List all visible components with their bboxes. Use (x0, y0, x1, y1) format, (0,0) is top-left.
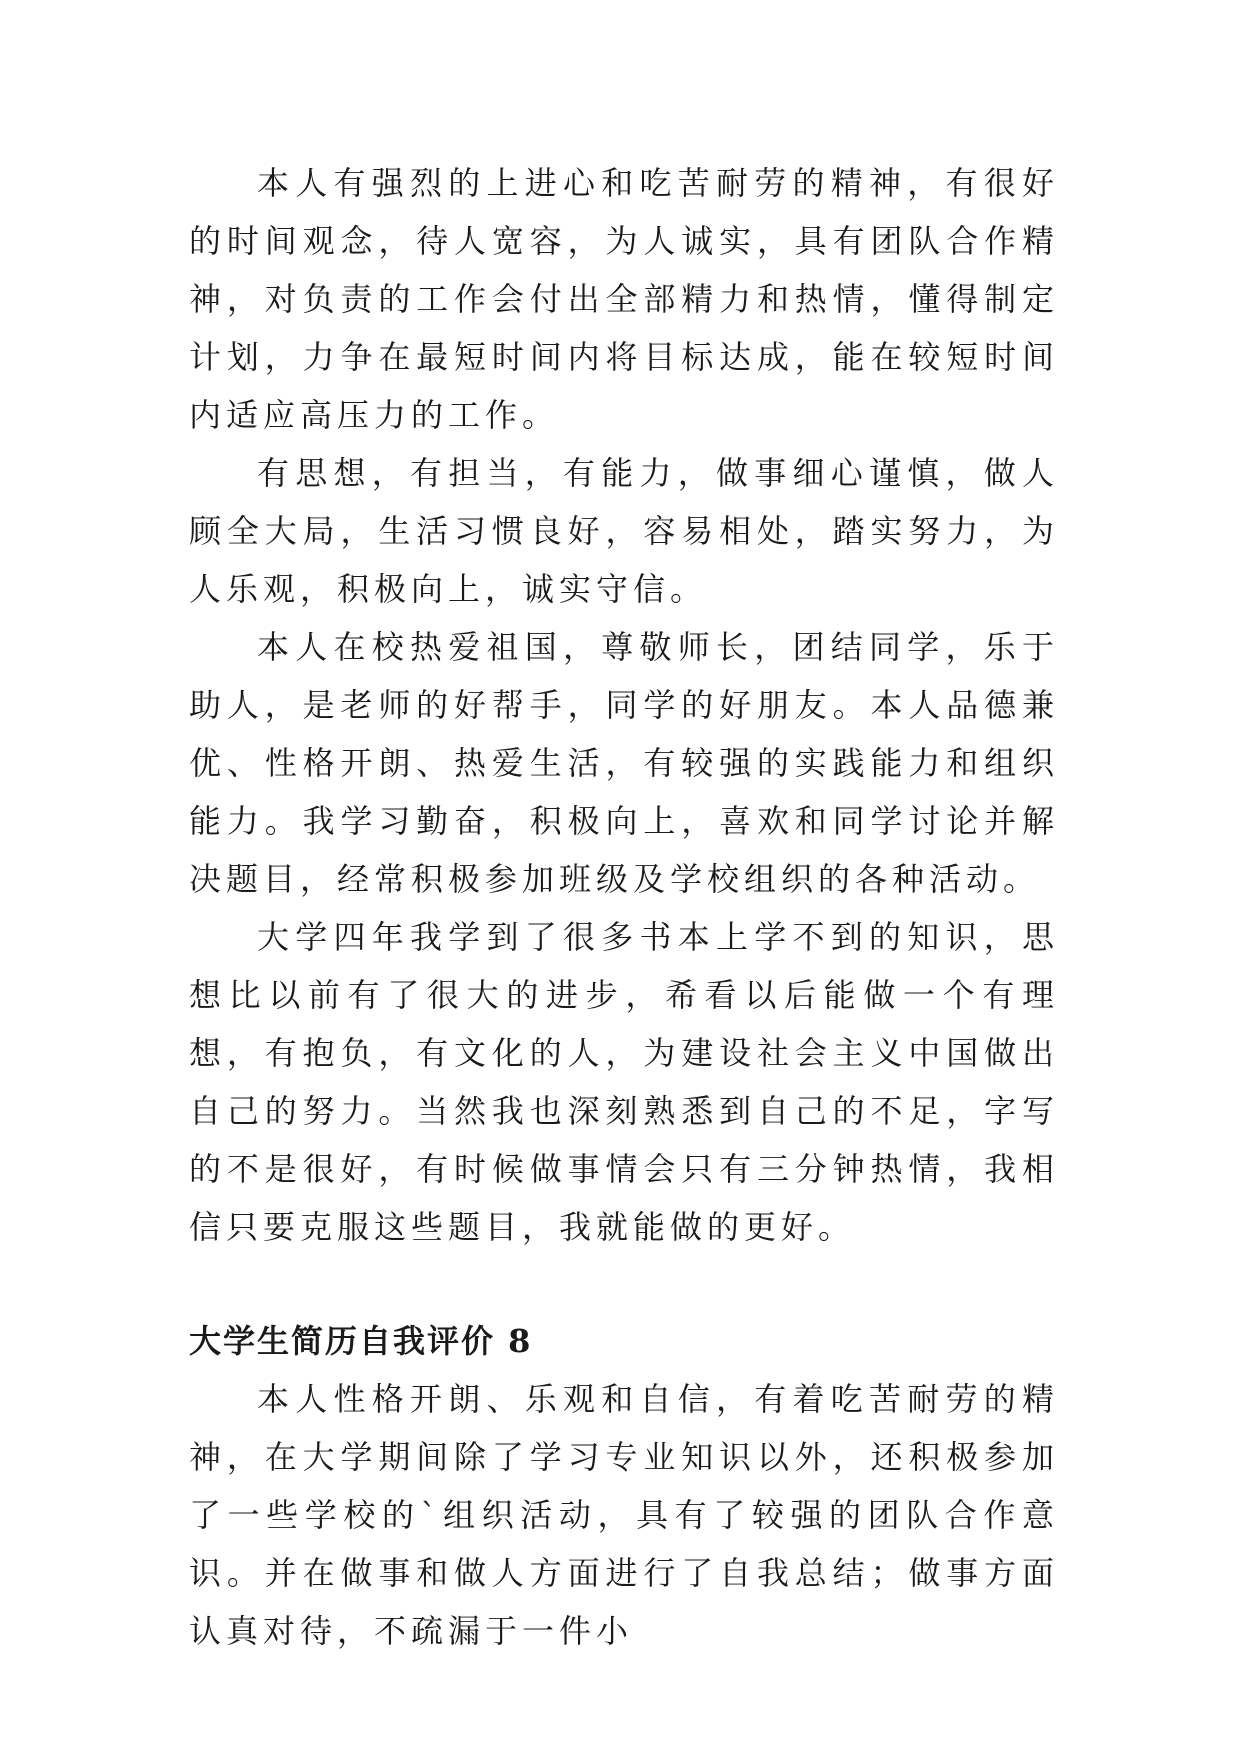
document-body (189, 154, 1059, 1660)
paragraph-4: 大学四年我学到了很多书本上学不到的知识，思想比以前有了很大的进步，希看以后能做一个有理想，有抱负，有文化的人，为建设社会主义中国做出自己的努力。当然我也深刻熟悉到自己的不足，字写的不是很好，有时候做事情会只有三分钟热情，我相信只要克服这些题目，我就能做的更好。 (189, 918, 1059, 1246)
paragraph-1: 本人有强烈的上进心和吃苦耐劳的精神，有很好的时间观念，待人宽容，为人诚实，具有团队合作精神，对负责的工作会付出全部精力和热情，懂得制定计划，力争在最短时间内将目标达成，能在较短时间内适应高压力的工作。 (189, 164, 1059, 434)
paragraph-2: 有思想，有担当，有能力，做事细心谨慎，做人顾全大局，生活习惯良好，容易相处，踏实努力，为人乐观，积极向上，诚实守信。 (189, 454, 1059, 608)
section-heading: 大学生简历自我评价 8 (189, 1322, 533, 1360)
paragraph-3: 本人在校热爱祖国，尊敬师长，团结同学，乐于助人，是老师的好帮手，同学的好朋友。本人品德兼优、性格开朗、热爱生活，有较强的实践能力和组织能力。我学习勤奋，积极向上，喜欢和同学讨论并解决题目，经常积极参加班级及学校组织的各种活动。 (189, 628, 1059, 898)
paragraph-5: 本人性格开朗、乐观和自信，有着吃苦耐劳的精神，在大学期间除了学习专业知识以外，还积极参加了一些学校的`组织活动，具有了较强的团队合作意识。并在做事和做人方面进行了自我总结；做事方面认真对待，不疏漏于一件小 (189, 1380, 1059, 1650)
